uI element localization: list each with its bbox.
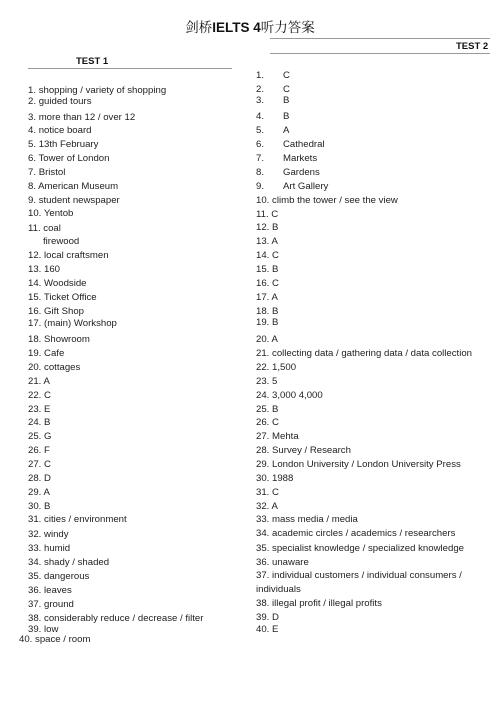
answer-text: D [44,473,51,484]
answer-row [256,334,278,345]
answer-row [256,181,328,192]
answer-row [256,278,279,289]
answer-text: Woodside [44,278,87,289]
answer-number: 8. [28,181,37,192]
answer-number: 16. [256,278,270,289]
answer-row [256,70,290,81]
answer-number: 33. [28,543,42,554]
answer-row [256,570,462,581]
answer-row [256,222,278,233]
answer-text: B [272,404,279,415]
answer-text: B [272,306,279,317]
answer-text: B [283,111,290,122]
answer-number: 25. [256,404,270,415]
answer-text: Markets [283,153,318,164]
answer-text: G [44,431,52,442]
answer-number: 40. [256,624,270,635]
answer-text: specialist knowledge / specialized knowledge [272,543,465,554]
answer-number: 27. [256,431,270,442]
answer-row [256,195,398,206]
answer-text: Survey / Research [272,445,351,456]
answer-row [28,557,109,568]
answer-number: 12. [256,222,270,233]
answer-text: considerably reduce / decrease / filter [44,613,204,624]
answer-row [256,167,320,178]
answer-number: 36. [256,557,270,568]
answer-text: more than 12 / over 12 [38,112,136,123]
answer-number: 17. [28,318,42,329]
answer-row [256,250,279,261]
answer-text: ground [44,599,74,610]
answer-number: 17. [256,292,270,303]
answer-text: B [272,317,279,328]
answer-number: 13. [28,264,42,275]
answer-text: B [283,95,290,106]
answer-number: 19. [28,348,42,359]
answer-row [28,264,60,275]
answer-number: 11. [256,209,269,220]
answer-row [28,348,64,359]
answer-number: 14. [256,250,270,261]
answer-number: 1. [256,70,265,81]
answer-row [256,445,351,456]
answer-text: climb the tower / see the view [272,195,398,206]
answer-text: shady / shaded [44,557,110,568]
answer-row [28,487,50,498]
answer-number: 33. [256,514,270,525]
answer-text: B [272,222,279,233]
answer-text: mass media / media [272,514,358,525]
answer-number: 38. [256,598,270,609]
answer-row [28,278,87,289]
answer-row [28,459,51,470]
answer-text: guided tours [38,96,92,107]
answer-row [28,85,166,96]
answer-row [256,431,299,442]
title-bold: IELTS 4 [212,20,261,35]
answer-number: 28. [28,473,42,484]
answer-text: B [44,501,51,512]
answer-text: academic circles / academics / researchers [272,528,456,539]
answer-number: 37. [28,599,42,610]
answer-text: windy [44,529,69,540]
answer-text: leaves [44,585,72,596]
answer-row [28,417,50,428]
answer-row [256,111,289,122]
answer-number: 37. [256,570,270,581]
answer-number: 4. [256,111,265,122]
answer-row [256,348,472,359]
answer-text: individual customers / individual consumers / [272,570,462,581]
answer-text: C [272,250,279,261]
answer-row [256,557,309,568]
answer-number: 12. [28,250,42,261]
answer-row [43,236,79,247]
answer-row [256,584,301,595]
answer-row [256,236,278,247]
answer-row [28,376,50,387]
answer-number: 26. [28,445,42,456]
answer-number: 36. [28,585,42,596]
answer-row [28,181,118,192]
answer-text: American Museum [38,181,119,192]
answer-row [28,473,51,484]
answer-text: Tower of London [38,153,110,164]
answer-number: 3. [28,112,37,123]
answer-text: E [44,404,51,415]
answer-number: 10. [28,208,42,219]
answer-row [28,208,73,219]
answer-row [256,264,278,275]
answer-row [28,125,92,136]
answer-text: Cathedral [283,139,325,150]
answer-number: 26. [256,417,270,428]
answer-number: 6. [256,139,265,150]
test2-divider [270,38,490,39]
answer-text: Yentob [43,208,74,219]
test2-divider-lower [270,53,490,54]
answer-text: A [271,236,278,247]
answer-text: F [44,445,50,456]
answer-row [256,317,278,328]
answer-row [28,223,61,234]
answer-number: 35. [28,571,42,582]
answer-row [256,306,278,317]
answer-number: 6. [28,153,37,164]
answer-row [256,501,278,512]
answer-row [28,431,51,442]
answer-number: 39. [256,612,270,623]
answer-row [28,153,109,164]
answer-text: Gift Shop [44,306,85,317]
title-suffix: 听力答案 [260,20,315,36]
answer-row [28,529,69,540]
answer-text: Cafe [44,348,65,359]
answer-text: student newspaper [38,195,120,206]
answer-text: A [43,487,50,498]
answer-text: dangerous [44,571,90,582]
answer-number: 18. [256,306,270,317]
answer-number: 10. [256,195,270,206]
answer-row [28,195,120,206]
answer-text: (main) Workshop [44,318,117,329]
answer-number: 22. [28,390,42,401]
answer-number: 32. [28,529,42,540]
answer-row [256,473,293,484]
answer-row [28,112,135,123]
answer-number: 11. [28,223,41,234]
answer-text: Ticket Office [43,292,97,303]
answer-number: 18. [28,334,42,345]
answer-text: A [283,125,290,136]
answer-number: 2. [28,96,37,107]
answer-text: A [271,292,278,303]
answer-row [256,376,277,387]
answer-number: 5. [28,139,37,150]
answer-text: space / room [35,634,91,645]
answer-number: 34. [256,528,270,539]
answer-text: 3,000 4,000 [272,390,323,401]
answer-text: C [272,278,279,289]
answer-number: 29. [256,459,270,470]
answer-text: cities / environment [44,514,127,525]
answer-text: B [272,264,279,275]
test1-divider [28,68,232,69]
answer-row [28,599,74,610]
answer-text: Mehta [272,431,299,442]
answer-row [28,613,203,624]
answer-text: Gardens [283,167,320,178]
answer-text: Showroom [44,334,90,345]
answer-number: 20. [256,334,270,345]
answer-number: 34. [28,557,42,568]
answer-row [28,404,50,415]
answer-row [28,390,51,401]
answer-row [28,362,80,373]
answer-number: 15. [256,264,270,275]
answer-number: 24. [28,417,42,428]
answer-text: 13th February [38,139,99,150]
answer-row [256,404,278,415]
answer-number: 39. [28,624,42,635]
answer-text: C [283,70,290,81]
answer-number: 3. [256,95,265,106]
answer-text: notice board [38,125,92,136]
answer-text: coal [43,223,61,234]
answer-number: 32. [256,501,270,512]
answer-number: 30. [28,501,42,512]
answer-text: Art Gallery [283,181,329,192]
answer-row [28,514,127,525]
answer-number: 23. [256,376,270,387]
answer-text: E [272,624,279,635]
answer-number: 23. [28,404,42,415]
answer-number: 35. [256,543,270,554]
answer-text: unaware [272,557,309,568]
answer-row [28,501,50,512]
test2-heading: TEST 2 [456,41,489,52]
answer-row [28,292,97,303]
answer-row [28,334,90,345]
test1-heading: TEST 1 [76,56,109,67]
answer-number: 5. [256,125,265,136]
answer-text: local craftsmen [44,250,109,261]
answer-row [19,634,90,645]
answer-row [256,598,382,609]
answer-text: C [283,84,290,95]
answer-text: D [272,612,279,623]
answer-number: 15. [28,292,42,303]
answer-row [256,362,296,373]
answer-row [256,514,358,525]
answer-number: 31. [256,487,270,498]
answer-row [256,487,279,498]
answer-row [256,417,279,428]
answer-number: 38. [28,613,42,624]
answer-number: 31. [28,514,42,525]
answer-number: 7. [256,153,265,164]
answer-number: 1. [28,85,37,96]
answer-row [256,612,279,623]
answer-row [256,459,461,470]
page-title [0,16,500,36]
answer-row [256,153,317,164]
answer-row [28,250,109,261]
answer-number: 25. [28,431,42,442]
answer-number: 8. [256,167,265,178]
answer-number: 28. [256,445,270,456]
answer-row [28,543,70,554]
answer-number: 9. [256,181,265,192]
answer-row [28,306,84,317]
answer-text: collecting data / gathering data / data collection [272,348,473,359]
answer-number: 40. [19,634,33,645]
answer-number: 27. [28,459,42,470]
answer-text: individuals [256,584,301,595]
answer-text: C [272,487,279,498]
answer-text: shopping / variety of shopping [38,85,167,96]
answer-number: 19. [256,317,270,328]
answer-number: 29. [28,487,42,498]
answer-number: 2. [256,84,265,95]
answer-text: A [271,334,278,345]
answer-number: 9. [28,195,37,206]
answer-number: 7. [28,167,37,178]
answer-text: C [44,390,51,401]
answer-text: 1988 [272,473,294,484]
answer-number: 13. [256,236,270,247]
answer-row [256,125,289,136]
answer-row [256,84,290,95]
answer-row [256,390,323,401]
answer-text: humid [44,543,71,554]
answer-text: C [272,417,279,428]
answer-row [256,95,289,106]
answer-row [256,624,278,635]
answer-row [256,292,278,303]
answer-row [28,445,50,456]
answer-number: 21. [28,376,42,387]
answer-text: London University / London University Press [272,459,461,470]
answer-row [28,167,65,178]
answer-text: 1,500 [272,362,297,373]
answer-row [256,528,455,539]
title-prefix: 剑桥 [185,20,213,36]
answer-text: A [43,376,50,387]
answer-number: 20. [28,362,42,373]
answer-text: low [44,624,59,635]
answer-row [28,571,89,582]
answer-text: Bristol [38,167,66,178]
answer-row [256,209,278,220]
answer-number: 24. [256,390,270,401]
answer-text: C [44,459,51,470]
answer-number: 21. [256,348,270,359]
answer-number: 4. [28,125,37,136]
answer-text: 5 [272,376,278,387]
answer-row [28,585,72,596]
answer-text: B [44,417,51,428]
answer-text: cottages [44,362,81,373]
answer-number: 16. [28,306,42,317]
answer-text: A [271,501,278,512]
answer-text: 160 [44,264,61,275]
answer-row [28,318,117,329]
answer-text: firewood [43,236,80,247]
answer-number: 22. [256,362,270,373]
answer-number: 14. [28,278,42,289]
answer-text: C [271,209,279,220]
answer-row [28,96,92,107]
answer-text: illegal profit / illegal profits [272,598,382,609]
answer-row [256,543,464,554]
answer-row [256,139,325,150]
answer-number: 30. [256,473,270,484]
answer-row [28,139,98,150]
